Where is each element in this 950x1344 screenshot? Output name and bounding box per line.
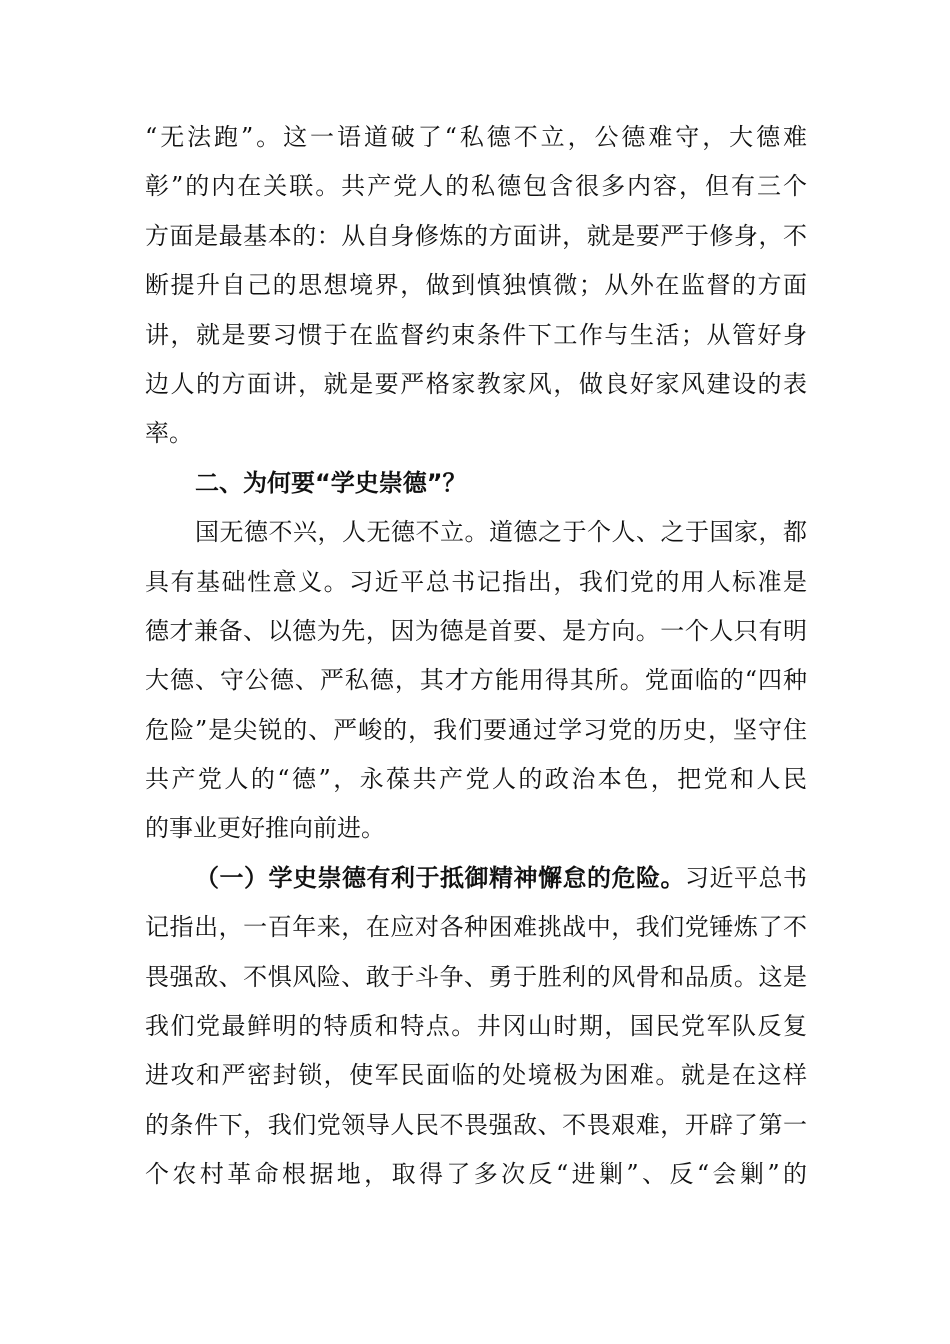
paragraph-spiritual-slackness <box>145 854 807 1200</box>
text-line: 进攻和严密封锁，使军民面临的处境极为困难。就是在这样 <box>145 1061 807 1090</box>
text-line: 率。 <box>145 419 193 448</box>
text-line: 大德、守公德、严私德，其才方能用得其所。党面临的“四种 <box>145 666 807 695</box>
text-line: 个农村革命根据地，取得了多次反“进剿”、反“会剿”的 <box>145 1160 807 1189</box>
text-line: 具有基础性意义。习近平总书记指出，我们党的用人标准是 <box>145 567 807 596</box>
text-line: 德才兼备、以德为先，因为德是首要、是方向。一个人只有明 <box>145 616 807 645</box>
text-line: 我们党最鲜明的特质和特点。井冈山时期，国民党军队反复 <box>145 1012 807 1041</box>
subsection-heading: （一）学史崇德有利于抵御精神懈怠的危险。 <box>195 863 685 892</box>
text-line: 记指出，一百年来，在应对各种困难挑战中，我们党锤炼了不 <box>145 913 807 942</box>
text-run: 习近平总书 <box>685 863 807 892</box>
text-line: “无法跑”。这一语道破了“私德不立，公德难守，大德难 <box>145 123 807 151</box>
text-line: 断提升自己的思想境界，做到慎独慎微；从外在监督的方面 <box>145 271 807 300</box>
text-line: 彰”的内在关联。共产党人的私德包含很多内容，但有三个 <box>145 172 807 201</box>
text-line: 的条件下，我们党领导人民不畏强敌、不畏艰难，开辟了第一 <box>145 1110 807 1139</box>
text-line: 方面是最基本的：从自身修炼的方面讲，就是要严于修身，不 <box>145 221 807 250</box>
paragraph-private-morality <box>145 113 807 459</box>
text-line: 畏强敌、不惧风险、敢于斗争、勇于胜利的风骨和品质。这是 <box>145 962 807 991</box>
document-body <box>145 113 807 1200</box>
text-line: 讲，就是要习惯于在监督约束条件下工作与生活；从管好身 <box>145 320 807 349</box>
text-line <box>145 854 807 903</box>
section-heading: 二、为何要“学史崇德”？ <box>195 468 467 497</box>
text-line: 共产党人的“德”，永葆共产党人的政治本色，把党和人民 <box>145 765 807 794</box>
text-line: 国无德不兴，人无德不立。道德之于个人、之于国家，都 <box>195 518 807 547</box>
text-line: 危险”是尖锐的、严峻的，我们要通过学习党的历史，坚守住 <box>145 715 807 744</box>
paragraph-why-morality <box>145 508 807 854</box>
text-line: 的事业更好推向前进。 <box>145 814 385 843</box>
text-line: 边人的方面讲，就是要严格家教家风，做良好家风建设的表 <box>145 369 807 398</box>
